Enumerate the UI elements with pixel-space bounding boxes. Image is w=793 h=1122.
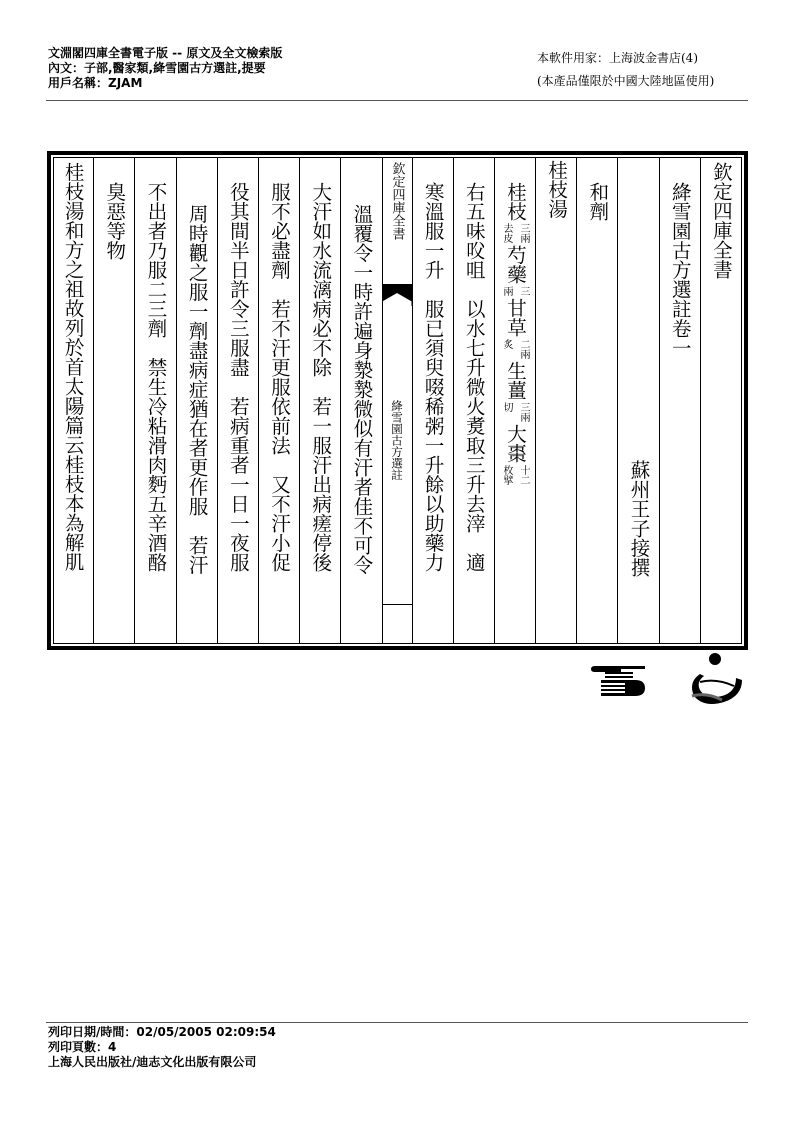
fold-divider	[383, 604, 412, 605]
header-divider	[46, 100, 748, 101]
ingredient-note: 十二 枚擘	[500, 465, 529, 485]
column-text: 役其間半日許令三服盡 若病重者一日一夜服	[217, 158, 258, 643]
column-text: 右五味㕮咀 以水七升微火煑取三升去滓 適	[453, 158, 494, 643]
ingredient-note: 三兩 切	[500, 402, 529, 422]
column-ingredients	[494, 158, 535, 643]
license-user: 本軟件用家：上海波金書店(4)	[537, 51, 698, 65]
ingredient: 芍藥	[503, 245, 527, 284]
column-text: 臭惡等物	[93, 158, 134, 643]
column-text: 溫覆令一時許遍身漐漐微似有汗者佳不可令	[340, 158, 381, 643]
column-text: 桂枝湯和方之祖故列於首太陽篇云桂枝本為解肌	[61, 162, 85, 572]
publisher: 上海人民出版社/迪志文化出版有限公司	[48, 1055, 257, 1069]
ingredient: 生薑	[503, 361, 527, 400]
ingredient: 大棗	[503, 424, 527, 463]
column-text: 服不必盡劑 若不汗更服依前法 又不汗小促	[258, 158, 299, 643]
page-frame	[47, 151, 748, 650]
column-formula-name: 桂枝湯	[535, 158, 576, 643]
fold-book-title: 絳雪園古方選註	[390, 400, 404, 481]
column-text: 周時觀之服一劑盡病症猶在者更作服 若汗	[176, 158, 217, 643]
print-datetime: 列印日期/時間：02/05/2005 02:09:54	[48, 1025, 276, 1039]
header-info	[48, 46, 282, 91]
page-fold	[382, 158, 412, 643]
page-columns	[53, 157, 742, 644]
column-collection-title: 欽定四庫全書	[700, 158, 741, 643]
print-page-count: 列印頁數：4	[48, 1040, 117, 1054]
column-author: 蘇州王子接撰	[617, 158, 658, 643]
ingredient: 甘草	[503, 298, 527, 337]
column-book-title: 絳雪園古方選註卷一	[659, 158, 700, 643]
fishtail-mark-icon	[383, 284, 412, 306]
column-text: 寒溫服一升 服已須臾啜稀粥一升餘以助藥力	[412, 158, 453, 643]
footer-divider	[46, 1022, 748, 1023]
column-text: 大汗如水流漓病必不除 若一服汗出病瘥停後	[299, 158, 340, 643]
header-title: 文淵閣四庫全書電子版 -- 原文及全文檢索版	[48, 46, 283, 60]
ingredient-note: 三兩 去皮	[500, 223, 529, 243]
ingredient-note: 二兩 炙	[500, 339, 529, 359]
fold-title: 欽定四庫全書	[389, 162, 405, 240]
column-text: 不出者乃服二三劑 禁生冷粘滑肉麪五辛酒酪	[134, 158, 175, 643]
ingredient-note: 三 兩	[500, 286, 529, 296]
license-region: (本產品僅限於中國大陸地區使用)	[537, 74, 715, 88]
footer-info	[48, 1025, 276, 1070]
ingredient: 桂枝	[503, 182, 527, 221]
publisher-books-logo-icon	[591, 664, 645, 698]
publisher-swirl-logo-icon	[686, 652, 746, 708]
header-license	[537, 50, 714, 94]
column-section: 和劑	[576, 158, 617, 643]
header-username: 用戶名稱：ZJAM	[48, 76, 143, 90]
header-content-path: 內文：子部,醫家類,絳雪園古方選註,提要	[48, 61, 266, 75]
